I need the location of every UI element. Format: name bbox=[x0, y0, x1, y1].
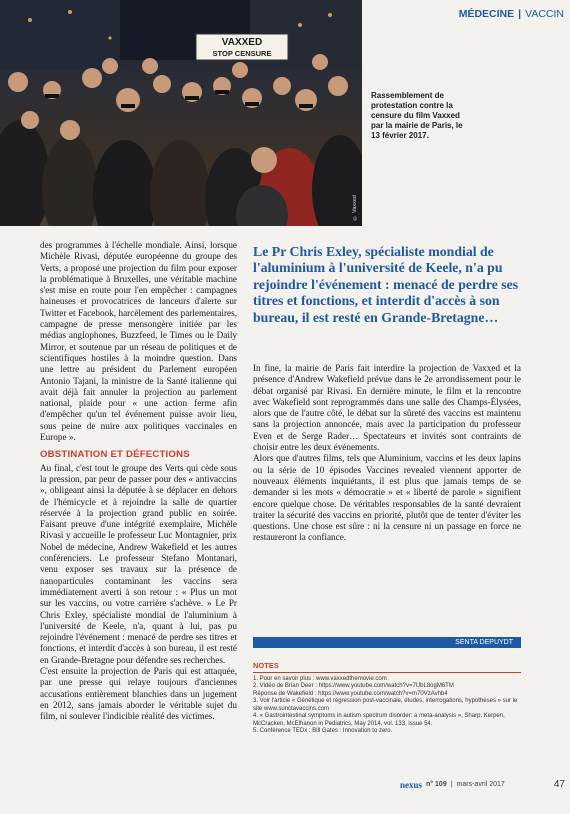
section-label: MÉDECINE bbox=[458, 8, 515, 20]
magazine-name: nexus bbox=[400, 779, 423, 790]
section-subhead: OBSTINATION ET DÉFECTIONS bbox=[40, 449, 190, 461]
section-separator: | bbox=[518, 8, 522, 20]
note-item: Réponse de Wakefield : https://www.youtube.com/watch?v=m70VzAvhb4 bbox=[253, 690, 448, 697]
protest-photo bbox=[0, 0, 362, 226]
pull-quote: Le Pr Chris Exley, spécialiste mondial de l'aluminium à l'université de Keele, n'a pu rejoindre l'événement : menacé de perdre ses titres et fonctions, et interdit d'accès à son bureau, il est resté en Grande-Bretagne… bbox=[253, 244, 519, 325]
note-item: 3. Voir l'article « Génétique et régression post-vaccinale, études, interrogations, hypothèses » sur le site www.sunctavaccins.com bbox=[253, 698, 518, 712]
protest-photo-illustration bbox=[0, 0, 362, 226]
note-item: 1. Pour en savoir plus : www.vaxxedthemovie.com bbox=[253, 675, 387, 682]
issue-number: n° 109 bbox=[426, 781, 447, 788]
right-column bbox=[253, 363, 521, 544]
left-paragraph-3: C'est ensuite la projection de Paris qui est attaquée, par une presse qui relaye toujours d'anciennes accusations entièrement blanchies dans un jugement en 2012, sans jamais aborder le véritable sujet du film, ni soulever l'indicible réalité des victimes. bbox=[40, 665, 237, 722]
right-paragraph-2: Alors que d'autres films, tels que Aluminium, vaccins et les deux lapins ou la série de 10 épisodes Vaccines revealed viennent apporter de nouveaux éléments inquiétants, il est plus que jamais temps de se demander si les mots « démocratie » et « liberté de parole » signifient encore quelque chose. De véritables responsables de la santé devraient traiter la sécurité des vaccins en priorité, plutôt que de tenter d'éviter les questions. Une chose est sûre : ni la censure ni un passage en force ne restaureront la confiance. bbox=[253, 453, 521, 543]
author-signature: SENTA DEPUYDT bbox=[253, 637, 521, 648]
sign-line-1: VAXXED bbox=[221, 37, 263, 48]
section-header bbox=[459, 8, 564, 20]
page-number: 47 bbox=[553, 779, 565, 790]
left-paragraph-1: des programmes à l'échelle mondiale. Ainsi, lorsque Michèle Rivasi, députée européenne du groupe des Verts, a proposé une projection du film pour exposer la problématique à Bruxelles, une véritable machine s'est mise en route pour l'en empêcher : campagnes haineuses et provocatrices de lanceurs d'alerte sur Twitter et Facebook, harcèlement des parlementaires, campagne de presse mensongère initiée par les médias anglophones, Buzzfeed, le Times ou le Daily Mirror, et soutenue par un réseau de politiques et de scientifiques hostiles à la moindre question. Dans une lettre au président du Parlement européen Antonio Tajani, la ministre de la Santé italienne qui avait déjà fait annuler la projection au parlement national, plaide pour « une action ferme afin d'empêcher qu'un tel événement puisse avoir lieu, sous peine de nuire aux politiques vaccinales en Europe ». bbox=[40, 240, 237, 443]
notes-title: NOTES bbox=[253, 661, 279, 670]
notes-list bbox=[253, 676, 521, 736]
photo-credit: © Vaxxed bbox=[352, 194, 358, 220]
left-column bbox=[40, 240, 237, 722]
issue-date: mars-avril 2017 bbox=[456, 781, 505, 788]
left-paragraph-2: Au final, c'est tout le groupe des Verts qui cède sous la pression, par peur de passer pour des « antivaccins », obligeant ainsi la députée à se déplacer en dehors de l'hémicycle et à rejoindre la salle de quartier réservée à la projection grand public en soirée. Faisant preuve d'une intégrité exemplaire, Michèle Rivasi y accueille le professeur Luc Montagnier, prix Nobel de médecine, Andrew Wakefield et les autres conférenciers. Le professeur Stefano Montanari, venu exposer ses travaux sur la présence de nanoparticules contaminant les vaccins sera immédiatement averti à son retour : « Plus un mot sur les vaccins, ou votre carrière s'achève. » Le Pr Chris Exley, spécialiste mondial de l'aluminium à l'université de Keele, n'a, quant à lui, pas pu rejoindre l'événement : menacé de perdre ses titres et fonctions, et interdit d'accès à son bureau, il est resté en Grande-Bretagne pour défendre ses recherches. bbox=[40, 462, 237, 665]
note-item: 4. « Gastrointestinal symptoms in autism spectrum disorder: a meta-analysis », Sharp, Kerpen, McCracken, McElhanon in Pediatrics, May 2014, vol. 133, issue 54. bbox=[253, 713, 505, 727]
sign-line-2: STOP CENSURE bbox=[212, 49, 272, 58]
note-item: 5. Conférence TEDx : Bill Gates : Innovation to zero. bbox=[253, 728, 393, 734]
photo-caption: Rassemblement de protestation contre la censure du film Vaxxed par la mairie de Paris, le 13 février 2017. bbox=[371, 91, 463, 140]
right-paragraph-1: In fine, la mairie de Paris fait interdire la projection de Vaxxed et la présence d'Andrew Wakefield prévue dans le 2e arrondissement pour le débat organisé par Rivasi. En dernière minute, le film et la rencontre avec Wakefield sont reprogrammés dans une salle des Champs-Élysées, alors que de l'autre côté, le débat sur la sûreté des vaccins est maintenu sans la projection annoncée, mais avec la participation du professeur Even et de Serge Rader… Spectateurs et invités sont contraints de choisir entre les deux événements. bbox=[253, 363, 521, 453]
notes-divider bbox=[253, 672, 521, 673]
notes-block bbox=[253, 662, 521, 736]
note-item: 2. Vidéo de Brian Deer : https://www.youtube.com/watch?v=7UbL8ogM6TM bbox=[253, 683, 454, 689]
subsection-label: VACCIN bbox=[525, 8, 564, 20]
page-footer bbox=[400, 779, 565, 790]
footer-separator: | bbox=[450, 781, 453, 788]
